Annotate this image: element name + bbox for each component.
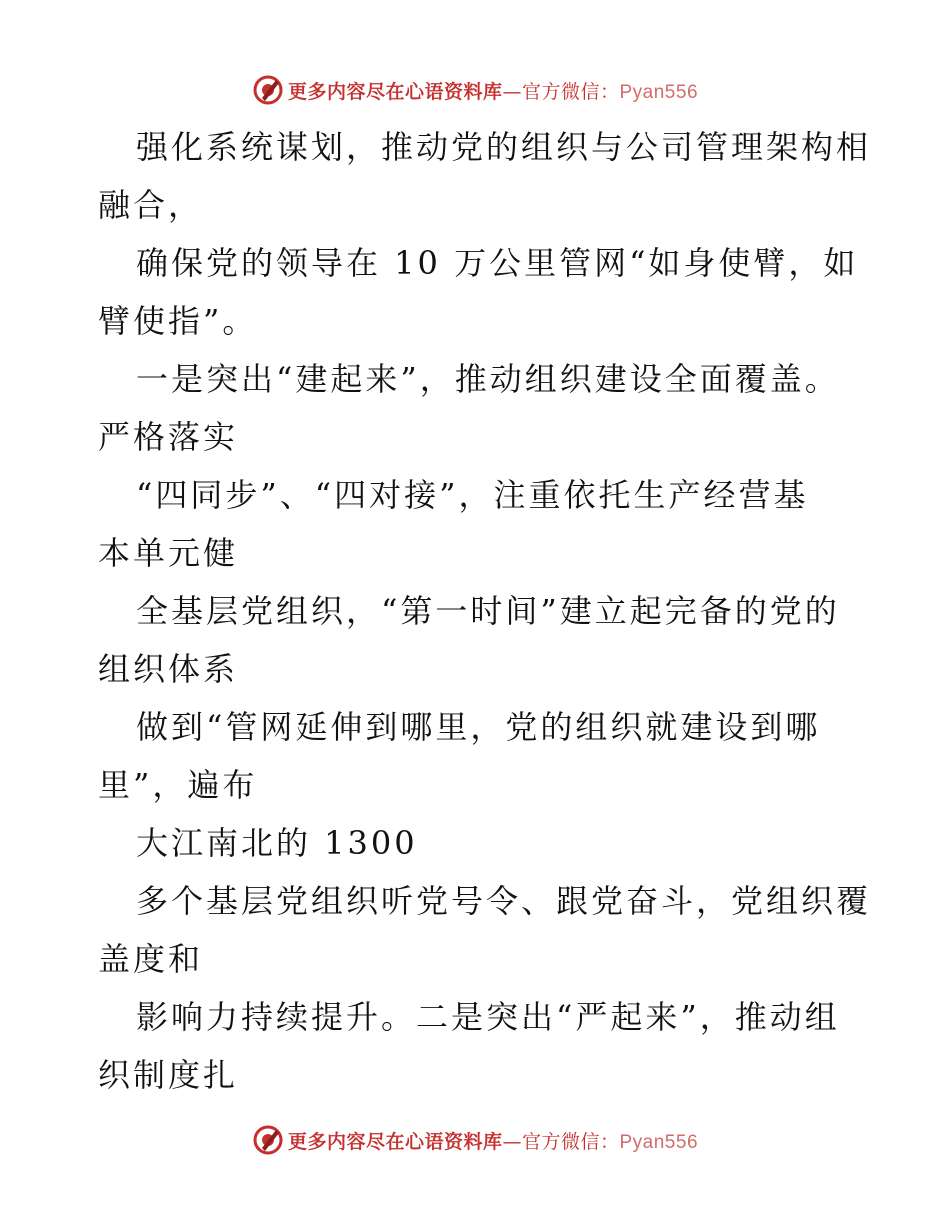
- watermark-dash: —: [502, 1130, 522, 1153]
- text-line: 严格落实: [98, 418, 239, 456]
- text-line: 全基层党组织，“第一时间”建立起完备的党的: [136, 592, 840, 630]
- watermark-site: 更多内容尽在心语资料库: [287, 1130, 503, 1153]
- pen-logo-icon: [252, 74, 284, 106]
- text-line: 融合，: [98, 186, 204, 224]
- pen-logo-icon: [252, 1124, 284, 1156]
- text-line: 组织体系: [98, 650, 239, 688]
- footer-watermark: [0, 1120, 950, 1160]
- text-line: 里”，遍布: [98, 766, 258, 804]
- text-line: 做到“管网延伸到哪里，党的组织就建设到哪: [136, 708, 821, 746]
- document-body: [98, 118, 872, 1104]
- text-line: 强化系统谋划，推动党的组织与公司管理架构相: [136, 128, 872, 166]
- text-line: 一是突出“建起来”，推动组织建设全面覆盖。: [136, 360, 840, 398]
- text-line: 影响力持续提升。二是突出“严起来”，推动组: [136, 998, 840, 1036]
- header-watermark: [0, 70, 950, 110]
- text-line: 本单元健: [98, 534, 239, 572]
- text-line: 盖度和: [98, 940, 204, 978]
- text-line: 臂使指”。: [98, 302, 258, 340]
- watermark-label: 官方微信：: [521, 1130, 620, 1153]
- watermark-dash: —: [502, 80, 522, 103]
- watermark-id: Pyan556: [619, 1131, 699, 1153]
- watermark-id: Pyan556: [619, 81, 699, 103]
- text-line: 确保党的领导在 10 万公里管网“如身使臂，如: [136, 244, 859, 282]
- text-line: 大江南北的 1300: [136, 824, 418, 862]
- watermark-label: 官方微信：: [521, 80, 620, 103]
- text-line: 织制度扎: [98, 1056, 239, 1094]
- watermark-site: 更多内容尽在心语资料库: [287, 80, 503, 103]
- text-line: “四同步”、“四对接”，注重依托生产经营基: [136, 476, 809, 514]
- text-line: 多个基层党组织听党号令、跟党奋斗，党组织覆: [136, 882, 872, 920]
